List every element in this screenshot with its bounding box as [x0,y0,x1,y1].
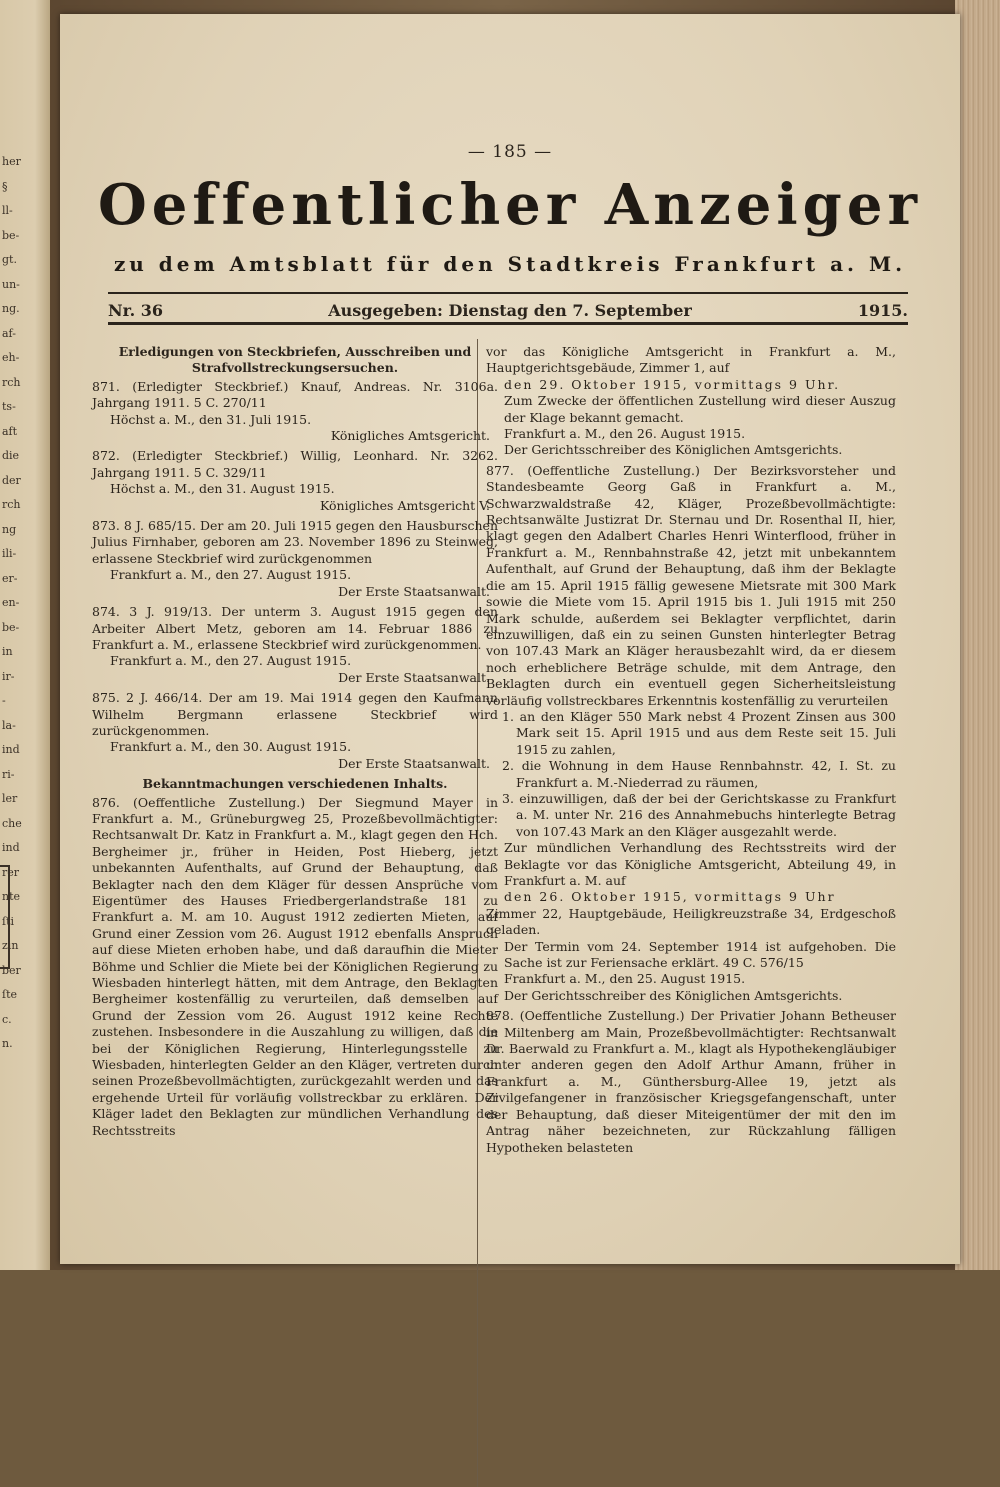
entry-877-hearing: den 26. Oktober 1915, vormittags 9 Uhr [504,889,836,905]
header-rule [108,322,908,325]
entry-876-purpose: Zum Zwecke der öffentlichen Zustellung wird dieser Auszug der Klage bekannt gemacht. [504,393,896,425]
left-page-fragment: che [2,816,22,830]
left-page-fragment: - [2,694,6,707]
newspaper-page [60,14,960,1264]
left-page-fragment: rch [2,498,21,511]
left-page-fragment: ber [2,963,21,977]
left-page-fragment: ſti [2,914,15,928]
entry-878: 878. (Oeffentliche Zustellung.) Der Privatier Johann Betheuser in Miltenberg am Main, Prozeßbevollmächtigter: Rechtsanwalt Dr. Baerwald zu Frankfurt a. M., klagt als Hypothekengläubiger unter anderen gegen den Adolf Arthur Amann, früher in Frankfurt a. M., Günthersburg-Allee 19, jetzt als Zivilgefangener in französischer Kriegsgefangenschaft, unter der Behauptung, daß dieser Miteigentümer der mit den im Antrag näher bezeichneten, zur Rückzahlung fälligen Hypotheken belasteten [486,1008,896,1155]
masthead-title: Oeffentlicher Anzeiger [98,172,922,238]
section-heading-warrants: Erledigungen von Steckbriefen, Ausschreiben und Strafvollstreckungsersuchen. [118,344,472,376]
left-page-fragment: ir- [2,669,15,683]
entry-875-date: Frankfurt a. M., den 30. August 1915. [110,739,352,755]
left-page-box [0,865,10,969]
entry-872-signature: Königliches Amtsgericht V. [320,497,490,513]
entry-874: 874. 3 J. 919/13. Der unterm 3. August 1915 gegen den Arbeiter Albert Metz, geboren am 14. Februar 1886 zu Frankfurt a. M., erlassene Steckbrief wird zurückgenommen. [92,604,498,652]
page-edges [955,0,1000,1270]
entry-877-date: Frankfurt a. M., den 25. August 1915. [504,971,746,987]
left-page-fragment: ll- [2,204,13,217]
entry-876-date: Frankfurt a. M., den 26. August 1915. [504,426,746,442]
entry-875-signature: Der Erste Staatsanwalt. [338,755,490,771]
entry-877: 877. (Oeffentliche Zustellung.) Der Bezirksvorsteher und Standesbeamte Georg Gaß in Frankfurt a. M., Schwarzwaldstraße 42, Kläger, Prozeßbevollmächtigte: Rechtsanwälte Justizrat Dr. Sternau und Dr. Rosenthal II, hier, klagt gegen den Adalbert Charles Henri Winterflood, früher in Frankfurt a. M., Rennbahnstraße 42, jetzt mit unbekanntem Aufenthalt, auf Grund der Behauptung, daß ihm der Beklagte die am 15. April 1915 fällig gewesene Mietsrate mit 300 Mark sowie die Miete vom 15. April 1915 bis 1. Juli 1915 mit 250 Mark schulde, außerdem sei Beklagter verpflichtet, darin einzuwilligen, daß ein zu seinen Gunsten hinterlegter Betrag von 107.43 Mark an Kläger herausbezahlt wird, da er diesem noch erheblichere Beträge schulde, mit dem Antrage, den Beklagten durch ein eventuell gegen Sicherheitsleistung vorläufig vollstreckbares Erkenntnis kostenfällig zu verurteilen [486,462,896,708]
left-page-fragment: § [2,179,8,193]
left-page-fragment: n. [2,1037,13,1050]
entry-874-date: Frankfurt a. M., den 27. August 1915. [110,653,352,669]
left-page-fragment: eh- [2,351,20,364]
entry-871-date: Höchst a. M., den 31. Juli 1915. [110,411,312,427]
left-page-fragment: ts- [2,400,16,413]
issue-number: Nr. 36 [108,301,163,320]
entry-877-note: Der Termin vom 24. September 1914 ist aufgehoben. Die Sache ist zur Feriensache erklärt. 49 C. 576/15 [504,938,896,971]
left-column [92,344,498,1139]
left-page-fragment: be- [2,620,20,634]
left-page-fragment: un- [2,277,20,291]
issue-year: 1915. [857,301,908,320]
left-page-fragment: er- [2,571,18,585]
entry-877-signature: Der Gerichtsschreiber des Königlichen Amtsgerichts. [504,987,843,1003]
left-page-fragment: ſte [2,988,18,1001]
entry-873-signature: Der Erste Staatsanwalt. [338,583,490,599]
entry-871: 871. (Erledigter Steckbrief.) Knauf, Andreas. Nr. 3106a. Jahrgang 1911. 5 C. 270/11 [92,378,498,411]
entry-877-room: Zimmer 22, Hauptgebäude, Heiligkreuzstraße 34, Erdgeschoß geladen. [486,905,896,938]
left-page-fragment: ili- [2,547,17,560]
entry-876-signature: Der Gerichtsschreiber des Königlichen Amtsgerichts. [504,442,843,458]
left-page-fragment: la- [2,718,16,732]
left-page-fragment: nte [2,890,21,903]
entry-875: 875. 2 J. 466/14. Der am 19. Mai 1914 gegen den Kaufmann Wilhelm Bergmann erlassene Steckbrief wird zurückgenommen. [92,690,498,738]
left-page-fragment: be- [2,228,20,242]
entry-872-date: Höchst a. M., den 31. August 1915. [110,481,335,497]
left-page-fragment: in [2,645,13,658]
left-page-fragment: aft [2,424,18,438]
entry-877-item-1: 1. an den Kläger 550 Mark nebst 4 Prozent Zinsen aus 300 Mark seit 15. April 1915 und aus dem Reste seit 15. Juli 1915 zu zahlen, [502,708,896,757]
entry-877-summons: Zur mündlichen Verhandlung des Rechtsstreits wird der Beklagte vor das Königliche Amtsgericht, Abteilung 49, in Frankfurt a. M. auf [504,840,896,888]
entry-876-cont: vor das Königliche Amtsgericht in Frankfurt a. M., Hauptgerichtsgebäude, Zimmer 1, auf [486,344,896,376]
left-page-fragment: her [2,155,21,168]
entry-874-signature: Der Erste Staatsanwalt. [338,669,490,685]
entry-871-signature: Königliches Amtsgericht. [330,428,490,444]
left-page-fragment: ind [2,743,20,756]
page-number: — 185 — [467,142,553,162]
entry-872: 872. (Erledigter Steckbrief.) Willig, Leonhard. Nr. 3262. Jahrgang 1911. 5 C. 329/11 [92,448,498,480]
entry-876-hearing: den 29. Oktober 1915, vormittags 9 Uhr. [504,376,841,392]
masthead-subtitle: zu dem Amtsblatt für den Stadtkreis Frankfurt a. M. [113,252,907,276]
left-page-fragment: ng [2,522,17,536]
left-page-fragment: ind [2,841,20,854]
left-page-fragment: ler [2,792,18,805]
left-page-fragment: zin [2,939,19,952]
left-page-fragment: en- [2,596,20,609]
left-page-fragment: gt. [2,253,17,266]
left-page-fragment: ri- [2,767,15,781]
section-heading-notices: Bekanntmachungen verschiedenen Inhalts. [142,776,448,792]
left-page-fragment: af- [2,326,16,340]
left-page-fragment: die [2,449,20,462]
left-page-fragment: rer [2,865,20,879]
entry-873-date: Frankfurt a. M., den 27. August 1915. [110,567,352,583]
entry-873: 873. 8 J. 685/15. Der am 20. Juli 1915 gegen den Hausburschen Julius Firnhaber, geboren am 23. November 1896 zu Steinweg, erlassene Steckbrief wird zurückgenommen [92,518,498,566]
entry-876: 876. (Oeffentliche Zustellung.) Der Siegmund Mayer in Frankfurt a. M., Grüneburgweg 25, Prozeßbevollmächtigter: Rechtsanwalt Dr. Katz in Frankfurt a. M., klagt gegen den Hch. Bergheimer jr., früher in Heiden, Post Hieberg, jetzt unbekannten Aufenthalts, auf Grund der Behauptung, daß Beklagter nach den dem Kläger für dessen Ansprüche vom Eigentümer des Hauses Friedbergerlandstraße 181 zu Frankfurt a. M. am 10. August 1912 zedierten Mieten, auf Grund einer Zession vom 26. August 1912 ebenfalls Anspruch auf diese Mieten erhoben habe, und daß daraufhin die Mieter Böhme und Schlier die Miete bei der Königlichen Regierung zu Wiesbaden hinterlegt hätten, mit dem Antrage, den Beklagten Bergheimer kostenfällig zu verurteilen, daß demselben auf Grund der Zession vom 26. August 1912 keine Rechte zustehen. Insbesondere in die Auszahlung zu willigen, daß die bei der Königlichen Regierung, Hinterlegungsstelle zu Wiesbaden, hinterlegten Gelder an den Kläger, vertreten durch seinen Prozeßbevollmächtigten, zurückgezahlt werden und das ergehende Urteil für vorläufig vollstreckbar zu erklären. Der Kläger ladet den Beklagten zur mündlichen Verhandlung des Rechtsstreits [92,794,498,1138]
left-page-fragment: c. [2,1012,12,1026]
issue-date: Ausgegeben: Dienstag den 7. September [328,301,692,320]
entry-877-item-3: 3. einzuwilligen, daß der bei der Gerichtskasse zu Frankfurt a. M. unter Nr. 216 des Annahmebuchs hinterlegte Betrag von 107.43 Mark an den Kläger ausgezahlt werde. [502,790,896,839]
left-page-edge [0,0,50,1270]
top-rule [108,292,908,294]
left-page-fragment: rch [2,375,21,389]
entry-877-item-2: 2. die Wohnung in dem Hause Rennbahnstr. 42, I. St. zu Frankfurt a. M.-Niederrad zu räumen, [502,758,896,790]
left-page-fragment: der [2,473,21,487]
right-column [486,344,896,1156]
left-page-fragment: ng. [2,302,20,315]
